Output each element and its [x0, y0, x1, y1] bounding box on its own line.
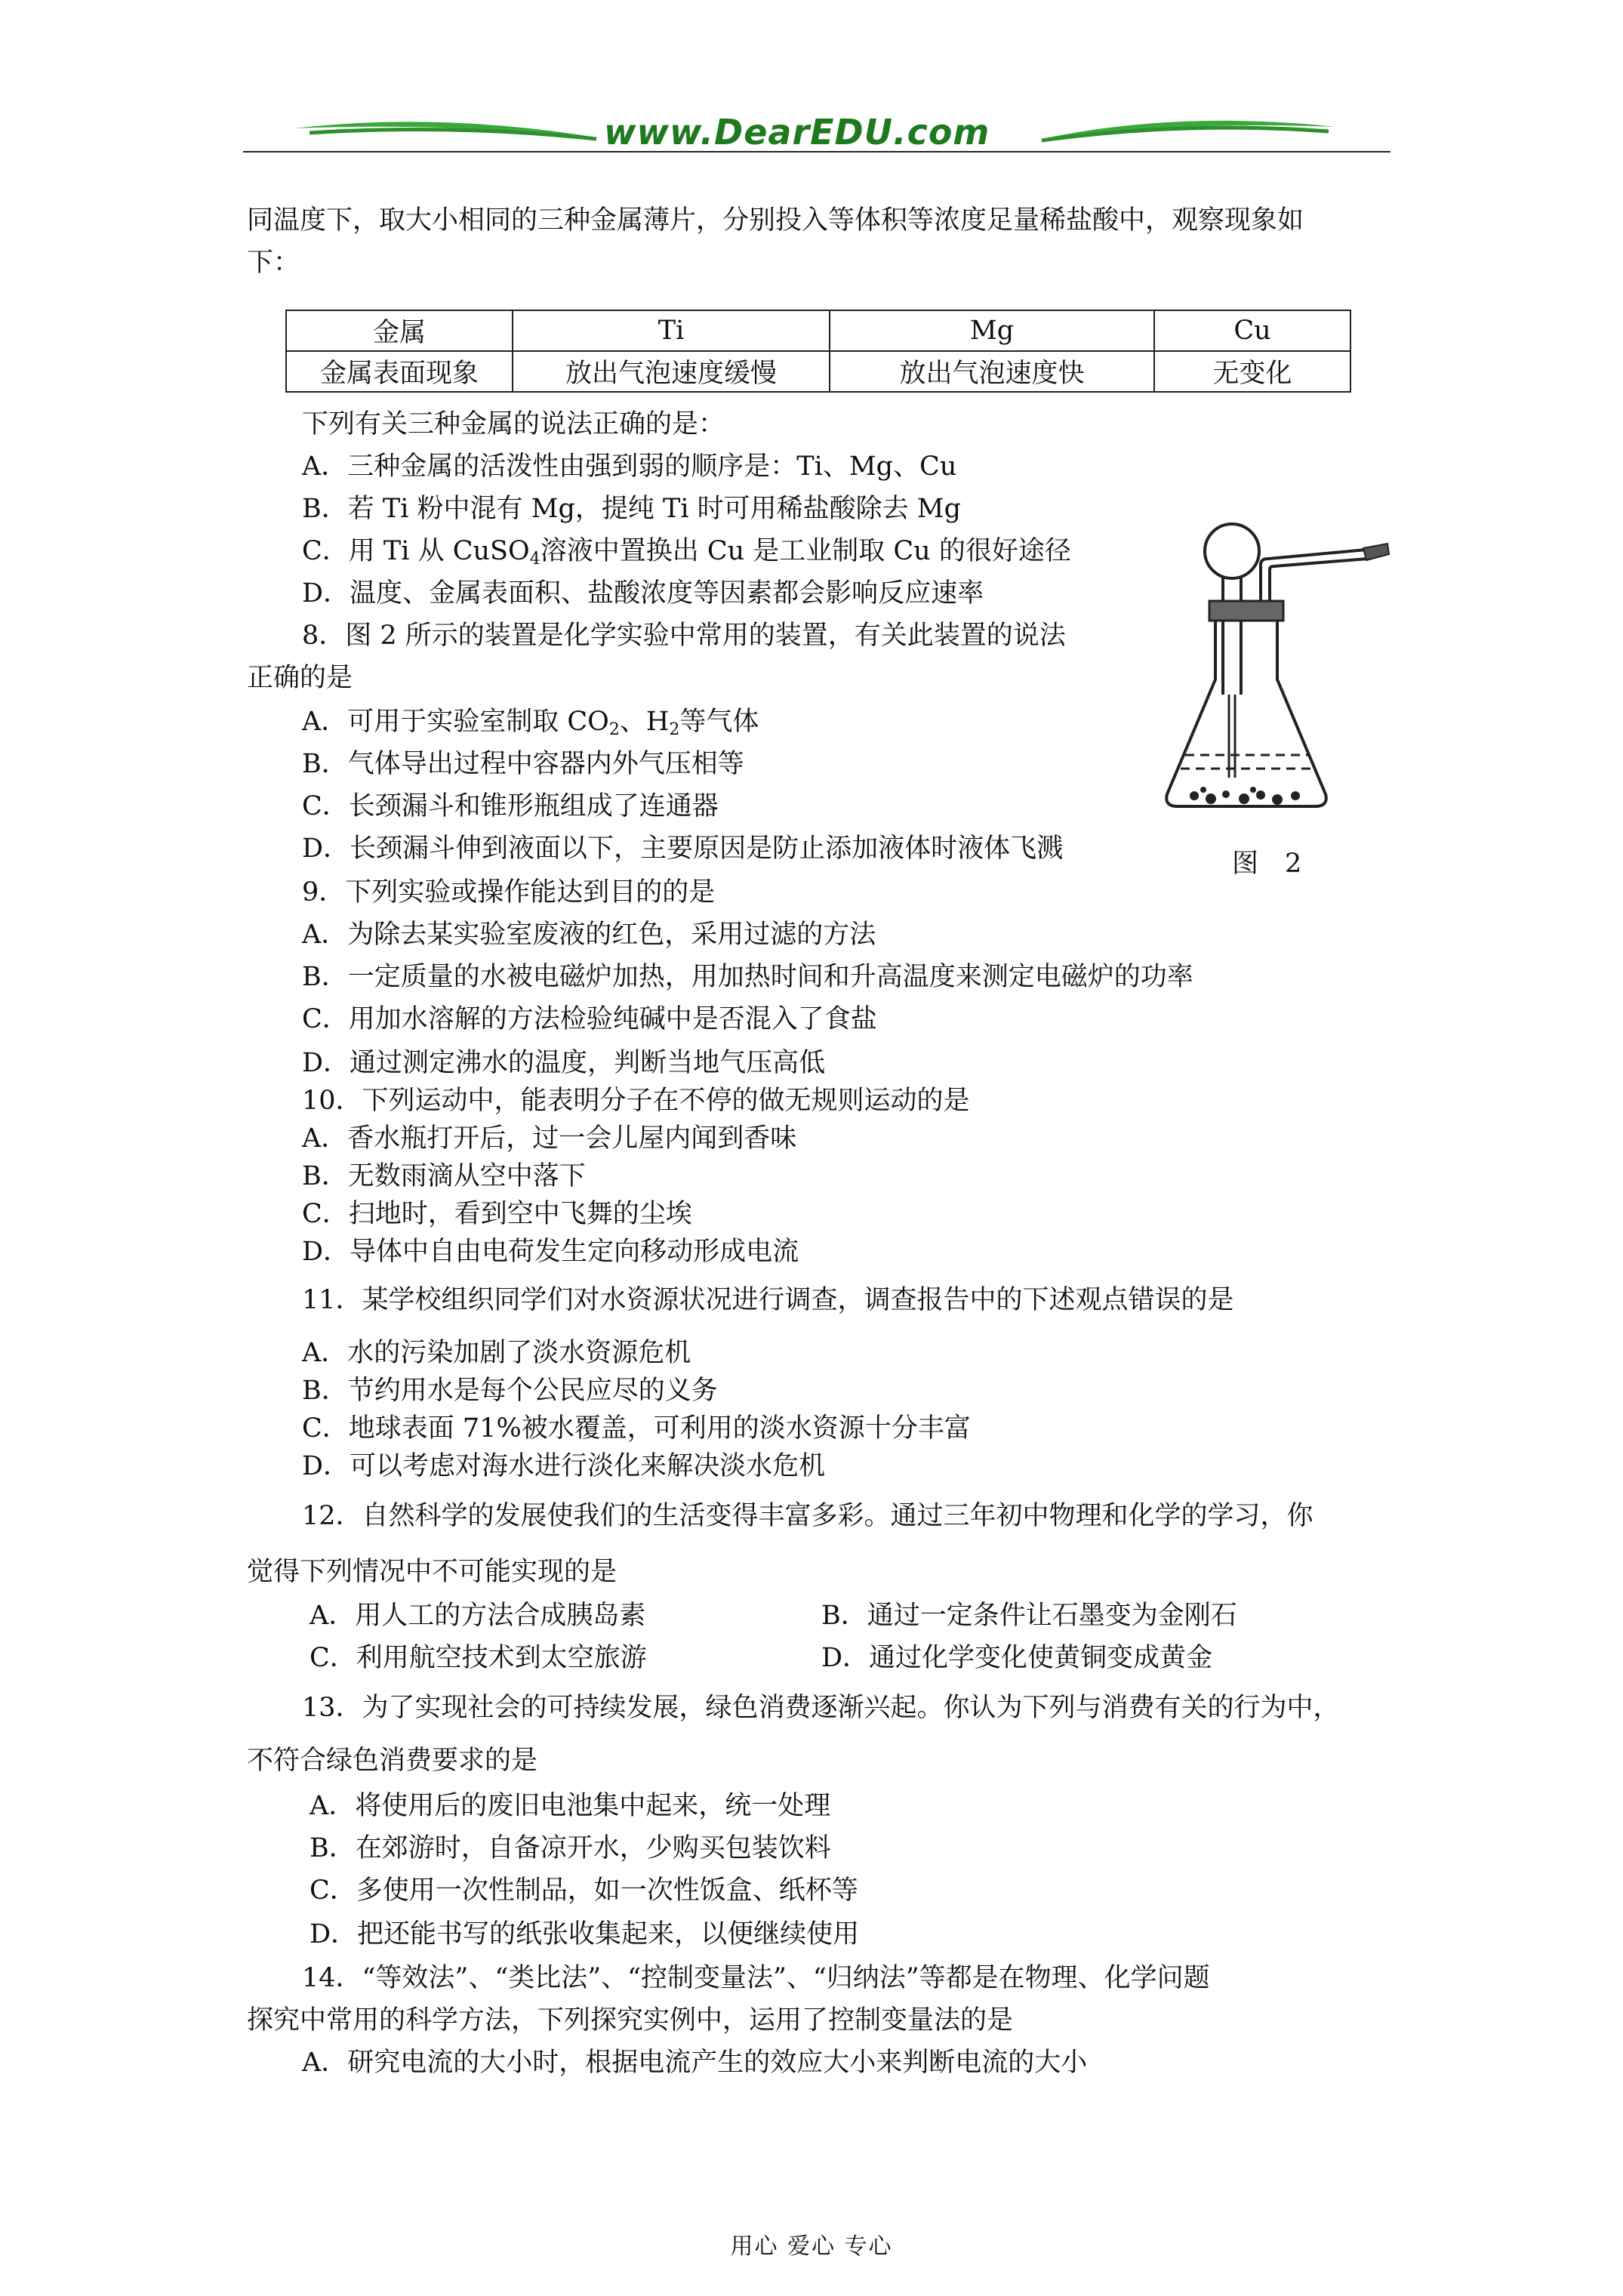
q9-option-d: D．通过测定沸水的温度，判断当地气压高低 — [302, 1048, 826, 1078]
q12-stem-line-2: 觉得下列情况中不可能实现的是 — [247, 1557, 617, 1587]
q13-option-d: D．把还能书写的纸张收集起来，以便继续使用 — [310, 1919, 860, 1949]
q12-option-d: D．通过化学变化使黄铜变成黄金 — [821, 1643, 1213, 1673]
q8-option-c: C．长颈漏斗和锥形瓶组成了连通器 — [302, 791, 719, 821]
funnel-stem — [1229, 695, 1235, 778]
q14-option-a: A．研究电流的大小时，根据电流产生的效应大小来判断电流的大小 — [302, 2048, 1088, 2078]
q11-option-c: C．地球表面 71%被水覆盖，可利用的淡水资源十分丰富 — [302, 1413, 971, 1444]
q8-option-b: B．气体导出过程中容器内外气压相等 — [302, 749, 744, 779]
q7-option-a: A．三种金属的活泼性由强到弱的顺序是：Ti、Mg、Cu — [302, 451, 957, 482]
q8-stem-line-1: 8．图 2 所示的装置是化学实验中常用的装置，有关此装置的说法 — [302, 621, 1066, 651]
q11-stem: 11．某学校组织同学们对水资源状况进行调查，调查报告中的下述观点错误的是 — [302, 1285, 1234, 1315]
table-cell: 金属表面现象 — [286, 351, 513, 392]
table-cell: 放出气泡速度缓慢 — [513, 351, 830, 392]
figure-2-caption: 图 2 — [1232, 849, 1302, 879]
page-footer: 用心 爱心 专心 — [730, 2233, 893, 2260]
rubber-tube-end — [1363, 544, 1389, 560]
q7-option-c: C．用 Ti 从 CuSO$_4$溶液中置换出 Cu 是工业制取 Cu 的很好途径 — [302, 536, 1071, 569]
q7-stem: 下列有关三种金属的说法正确的是： — [302, 409, 725, 439]
delivery-tube — [1261, 550, 1366, 604]
q11-option-b: B．节约用水是每个公民应尽的义务 — [302, 1376, 718, 1406]
q8-option-a: A．可用于实验室制取 $CO_2$、$H_2$等气体 — [302, 707, 759, 739]
table-cell: Cu — [1154, 310, 1350, 351]
q9-option-b: B．一定质量的水被电磁炉加热，用加热时间和升高温度来测定电磁炉的功率 — [302, 962, 1193, 992]
table-cell: 放出气泡速度快 — [830, 351, 1154, 392]
q9-option-c: C．用加水溶解的方法检验纯碱中是否混入了食盐 — [302, 1004, 877, 1034]
q10-option-a: A．香水瓶打开后，过一会儿屋内闻到香味 — [302, 1123, 797, 1154]
q11-option-a: A．水的污染加剧了淡水资源危机 — [302, 1338, 691, 1368]
q12-option-a: A．用人工的方法合成胰岛素 — [310, 1601, 646, 1631]
table-cell: 无变化 — [1154, 351, 1350, 392]
q13-stem-line-2: 不符合绿色消费要求的是 — [247, 1746, 538, 1776]
q13-stem-line-1: 13．为了实现社会的可持续发展，绿色消费逐渐兴起。你认为下列与消费有关的行为中， — [302, 1693, 1340, 1723]
table-cell: 金属 — [286, 310, 513, 351]
q7-option-b: B．若 Ti 粉中混有 Mg，提纯 Ti 时可用稀盐酸除去 Mg — [302, 494, 962, 524]
q12-option-b: B．通过一定条件让石墨变为金刚石 — [821, 1601, 1237, 1631]
table-row — [286, 351, 1350, 392]
rubber-stopper — [1209, 601, 1283, 621]
right-swoosh-tail — [1042, 128, 1329, 140]
q13-option-b: B．在郊游时，自备凉开水，少购买包装饮料 — [310, 1833, 831, 1863]
q8-stem-line-2: 正确的是 — [247, 663, 353, 693]
q10-stem: 10．下列运动中，能表明分子在不停的做无规则运动的是 — [302, 1086, 970, 1116]
q10-option-c: C．扫地时，看到空中飞舞的尘埃 — [302, 1199, 692, 1229]
q7-option-d: D．温度、金属表面积、盐酸浓度等因素都会影响反应速率 — [302, 578, 984, 609]
q10-option-b: B．无数雨滴从空中落下 — [302, 1161, 586, 1191]
q14-stem-line-2: 探究中常用的科学方法，下列探究实例中，运用了控制变量法的是 — [247, 2005, 1014, 2036]
q10-option-d: D．导体中自由电荷发生定向移动形成电流 — [302, 1237, 799, 1267]
conical-flask-apparatus-figure — [1147, 506, 1404, 823]
intro-line-1: 同温度下，取大小相同的三种金属薄片，分别投入等体积等浓度足量稀盐酸中，观察现象如 — [247, 205, 1304, 236]
q9-stem: 9．下列实验或操作能达到目的的是 — [302, 877, 716, 908]
intro-line-2: 下： — [247, 248, 300, 278]
q11-option-d: D．可以考虑对海水进行淡化来解决淡水危机 — [302, 1451, 826, 1481]
q13-option-a: A．将使用后的废旧电池集中起来，统一处理 — [310, 1791, 831, 1821]
q12-stem-line-1: 12．自然科学的发展使我们的生活变得丰富多彩。通过三年初中物理和化学的学习，你 — [302, 1501, 1313, 1531]
q14-stem-line-1: 14．“等效法”、“类比法”、“控制变量法”、“归纳法”等都是在物理、化学问题 — [302, 1963, 1210, 1993]
q9-option-a: A．为除去某实验室废液的红色，采用过滤的方法 — [302, 920, 876, 950]
table-cell: Ti — [513, 310, 830, 351]
funnel-bulb — [1205, 524, 1259, 578]
flask-body — [1166, 621, 1326, 806]
solid-particles — [1190, 787, 1300, 805]
header-divider — [243, 151, 1390, 153]
table-row — [286, 310, 1350, 351]
q12-option-c: C．利用航空技术到太空旅游 — [310, 1643, 647, 1673]
site-logo: www.DearEDU.com — [604, 112, 990, 153]
metal-reaction-table — [285, 310, 1351, 393]
table-cell: Mg — [830, 310, 1154, 351]
q13-option-c: C．多使用一次性制品，如一次性饭盒、纸杯等 — [310, 1875, 858, 1906]
q8-option-d: D．长颈漏斗伸到液面以下，主要原因是防止添加液体时液体飞溅 — [302, 834, 1064, 864]
left-swoosh-tail — [310, 130, 596, 140]
